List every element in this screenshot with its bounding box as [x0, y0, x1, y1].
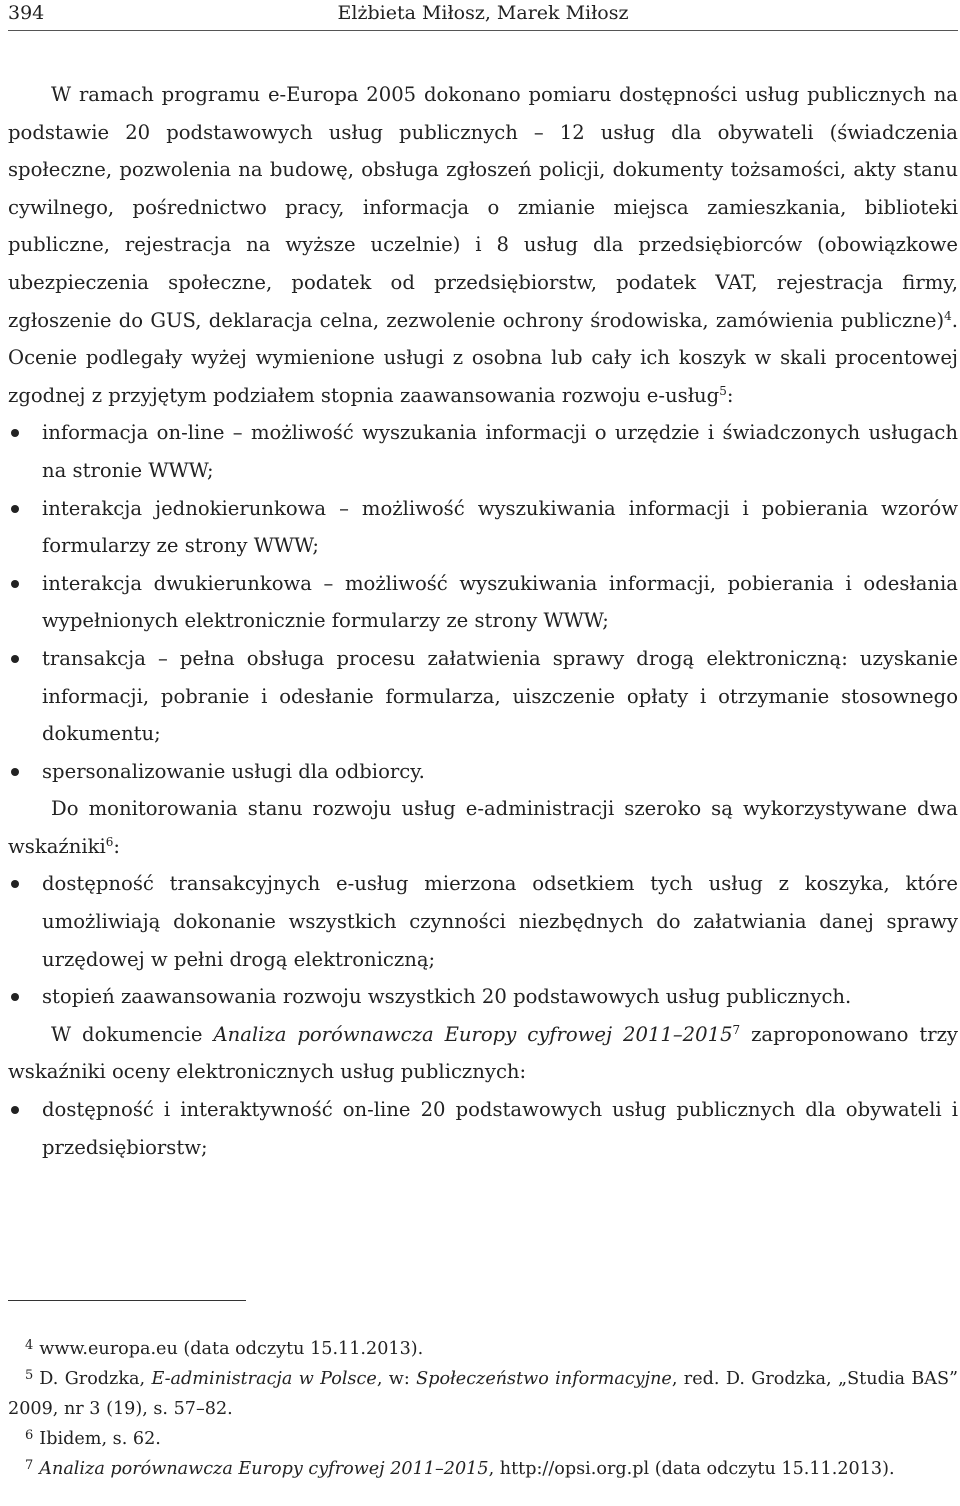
footnote-6 [8, 1424, 958, 1454]
footnote-ref-5[interactable]: 5 [719, 383, 727, 398]
list-item [8, 1091, 958, 1166]
footnote-separator [8, 1300, 246, 1301]
bullet-icon [11, 768, 19, 776]
main-text [8, 76, 958, 1166]
footnote-ref-7[interactable]: 7 [732, 1022, 741, 1037]
paragraph-text: Do monitorowania stanu rozwoju usług e-administracji szeroko są wykorzystywane dwa wskaźniki [8, 797, 958, 858]
paragraph-egov-measurement [8, 76, 958, 414]
list-item-text: transakcja – pełna obsługa procesu załatwienia sprawy drogą elektroniczną: uzyskanie informacji, pobranie i odesłanie formularza, uiszczenie opłaty i otrzymanie stosownego dokumentu; [42, 646, 958, 746]
footnote-text: D. Grodzka, [39, 1369, 152, 1389]
footnote-5 [8, 1364, 958, 1424]
paragraph-text: W ramach programu e-Europa 2005 dokonano pomiaru dostępności usług publicznych na podstawie 20 podstawowych usług publicznych – 12 usług dla obywateli (świadczenia społeczne, pozwolenia na budowę, obsługa zgłoszeń policji, dokumenty tożsamości, akty stanu cywilnego, pośrednictwo pracy, informacja o zmianie miejsca zamieszkania, biblioteki publiczne, rejestracja na wyższe uczelnie) i 8 usług dla przedsiębiorców (obowiązkowe ubezpieczenia społeczne, podatek od przedsiębiorstw, podatek VAT, rejestracja firmy, zgłoszenie do GUS, deklaracja celna, zezwolenie ochrony środowiska, zamówienia publiczne) [8, 83, 958, 332]
footnote-marker: 7 [25, 1458, 34, 1473]
paragraph-text: W dokumencie [51, 1022, 214, 1046]
list-item [8, 490, 958, 565]
proposed-indicators-list [8, 1091, 958, 1166]
bullet-icon [11, 1106, 19, 1114]
paragraph-digital-europe [8, 1016, 958, 1091]
bullet-icon [11, 993, 19, 1001]
footnote-ref-6[interactable]: 6 [105, 834, 114, 849]
maturity-levels-list [8, 414, 958, 790]
footnote-text: , w: [376, 1369, 417, 1389]
paragraph-text: zaproponowano trzy wskaźniki oceny elektronicznych usług publicznych: [8, 1022, 958, 1084]
footnote-marker: 4 [25, 1338, 34, 1353]
paragraph-text: : [113, 834, 120, 858]
list-item-text: dostępność transakcyjnych e-usług mierzona odsetkiem tych usług z koszyka, które umożliwiają dokonanie wszystkich czynności niezbędnych do załatwiania danej sprawy urzędowej w pełni drogą elektroniczną; [42, 872, 958, 971]
footnote-text: www.europa.eu (data odczytu 15.11.2013). [39, 1339, 424, 1359]
footnote-title: E-administracja w Polsce [151, 1369, 377, 1389]
list-item [8, 414, 958, 489]
footnote-marker: 6 [25, 1428, 34, 1443]
list-item [8, 640, 958, 753]
list-item [8, 978, 958, 1016]
footnote-title: Społeczeństwo informacyjne [416, 1369, 672, 1389]
list-item [8, 865, 958, 978]
running-header [8, 0, 958, 31]
list-item-text: interakcja jednokierunkowa – możliwość wyszukiwania informacji i pobierania wzorów formularzy ze strony WWW; [42, 496, 958, 558]
footnote-text: , red. D. Grodzka, „Studia BAS” 2009, nr 3 (19), s. 57–82. [8, 1369, 959, 1419]
indicators-list [8, 865, 958, 1015]
paragraph-text: : [726, 383, 734, 407]
footnote-text: , http://opsi.org.pl (data odczytu 15.11.2013). [488, 1459, 895, 1479]
bullet-icon [11, 505, 19, 513]
footnote-ref-4[interactable]: 4 [944, 308, 952, 323]
running-header-authors: Elżbieta Miłosz, Marek Miłosz [337, 2, 629, 24]
list-item-text: informacja on-line – możliwość wyszukania informacji o urzędzie i świadczonych usługach na stronie WWW; [42, 421, 958, 482]
document-title: Analiza porównawcza Europy cyfrowej 2011–2015 [213, 1022, 733, 1046]
list-item-text: dostępność i interaktywność on-line 20 podstawowych usług publicznych dla obywateli i przedsiębiorstw; [42, 1098, 958, 1159]
bullet-icon [11, 880, 19, 888]
bullet-icon [11, 429, 19, 437]
footnote-7 [8, 1454, 958, 1484]
page-number: 394 [8, 2, 45, 24]
list-item-text: spersonalizowanie usługi dla odbiorcy. [42, 759, 425, 783]
page [8, 0, 958, 1506]
paragraph-indicators [8, 790, 958, 865]
footnote-title: Analiza porównawcza Europy cyfrowej 2011–2015 [39, 1459, 489, 1479]
list-item-text: interakcja dwukierunkowa – możliwość wyszukiwania informacji, pobierania i odesłania wypełnionych elektronicznie formularzy ze strony WWW; [42, 571, 958, 633]
paragraph-text: . Ocenie podlegały wyżej wymienione usługi z osobna lub cały ich koszyk w skali procentowej zgodnej z przyjętym podziałem stopnia zaawansowania rozwoju e-usług [8, 308, 958, 407]
footnotes [8, 1334, 958, 1484]
footnote-4 [8, 1334, 958, 1364]
footnote-text: Ibidem, s. 62. [39, 1429, 161, 1449]
list-item [8, 753, 958, 791]
bullet-icon [11, 655, 19, 663]
list-item-text: stopień zaawansowania rozwoju wszystkich 20 podstawowych usług publicznych. [42, 985, 852, 1009]
list-item [8, 565, 958, 640]
bullet-icon [11, 580, 19, 588]
footnote-marker: 5 [25, 1368, 34, 1383]
